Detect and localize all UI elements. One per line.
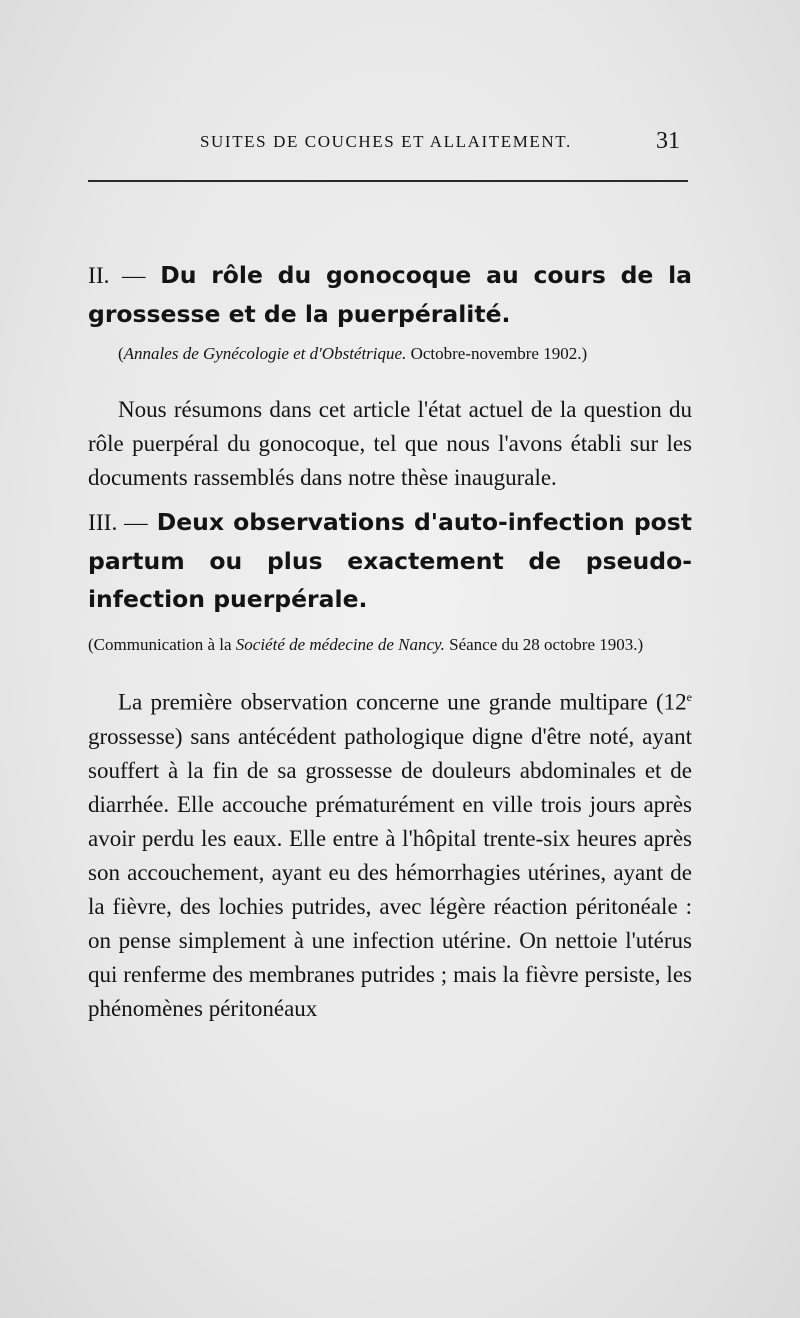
section-ii-number: II. — [88,263,146,289]
page-number: 31 [656,128,680,154]
section-iii-heading [88,503,692,618]
section-ii-citation: (Annales de Gynécologie et d'Obstétrique. Octobre-novembre 1902.) [118,344,588,363]
section-ii [88,256,692,495]
section-iii-citation: (Communication à la Société de médecine de Nancy. Séance du 28 octobre 1903.) [88,635,644,654]
section-ii-title: Du rôle du gonocoque au cours de la grossesse et de la puerpéralité. [88,261,692,328]
section-ii-paragraph: Nous résumons dans cet article l'état actuel de la question du rôle puerpéral du gonocoque, tel que nous l'avons établi sur les documents rassemblés dans notre thèse inaugurale. [88,397,692,490]
section-iii-paragraph-start: La première observation concerne une grande multipare (12 [118,689,687,715]
section-ii-date: Octobre-novembre 1902. [410,344,582,363]
section-iii-superscript: e [686,690,692,704]
section-iii-number: III. — [88,510,148,536]
section-ii-heading [88,256,692,333]
section-iii-date: Séance du 28 octobre 1903. [449,635,638,654]
section-iii-title: Deux observations d'auto-infection post partum ou plus exactement de pseudo-infection puerpérale. [88,508,693,613]
section-iii-paragraph [88,680,692,1026]
running-title: SUITES DE COUCHES ET ALLAITEMENT. [200,132,572,151]
page-header [88,128,688,158]
header-rule [88,180,688,182]
page-body [88,256,692,1026]
section-iii-citation-prefix: Communication à la [93,635,232,654]
section-iii-society: Société de médecine de Nancy. [235,635,445,654]
section-ii-journal: Annales de Gynécologie et d'Obstétrique. [123,344,407,363]
section-iii-paragraph-end: grossesse) sans antécédent pathologique digne d'être noté, ayant souffert à la fin de sa grossesse de douleurs abdominales et de diarrhée. Elle accouche prématurément en ville trois jours après avoir perdu les eaux. Elle entre à l'hôpital trente-six heures après son accouchement, ayant eu des hémorrhagies utérines, ayant de la fièvre, des lochies putrides, avec légère réaction péritonéale : on pense simplement à une infection utérine. On nettoie l'utérus qui renferme des membranes putrides ; mais la fièvre persiste, les phénomènes péritonéaux [88,723,692,1021]
section-iii [88,503,692,1026]
